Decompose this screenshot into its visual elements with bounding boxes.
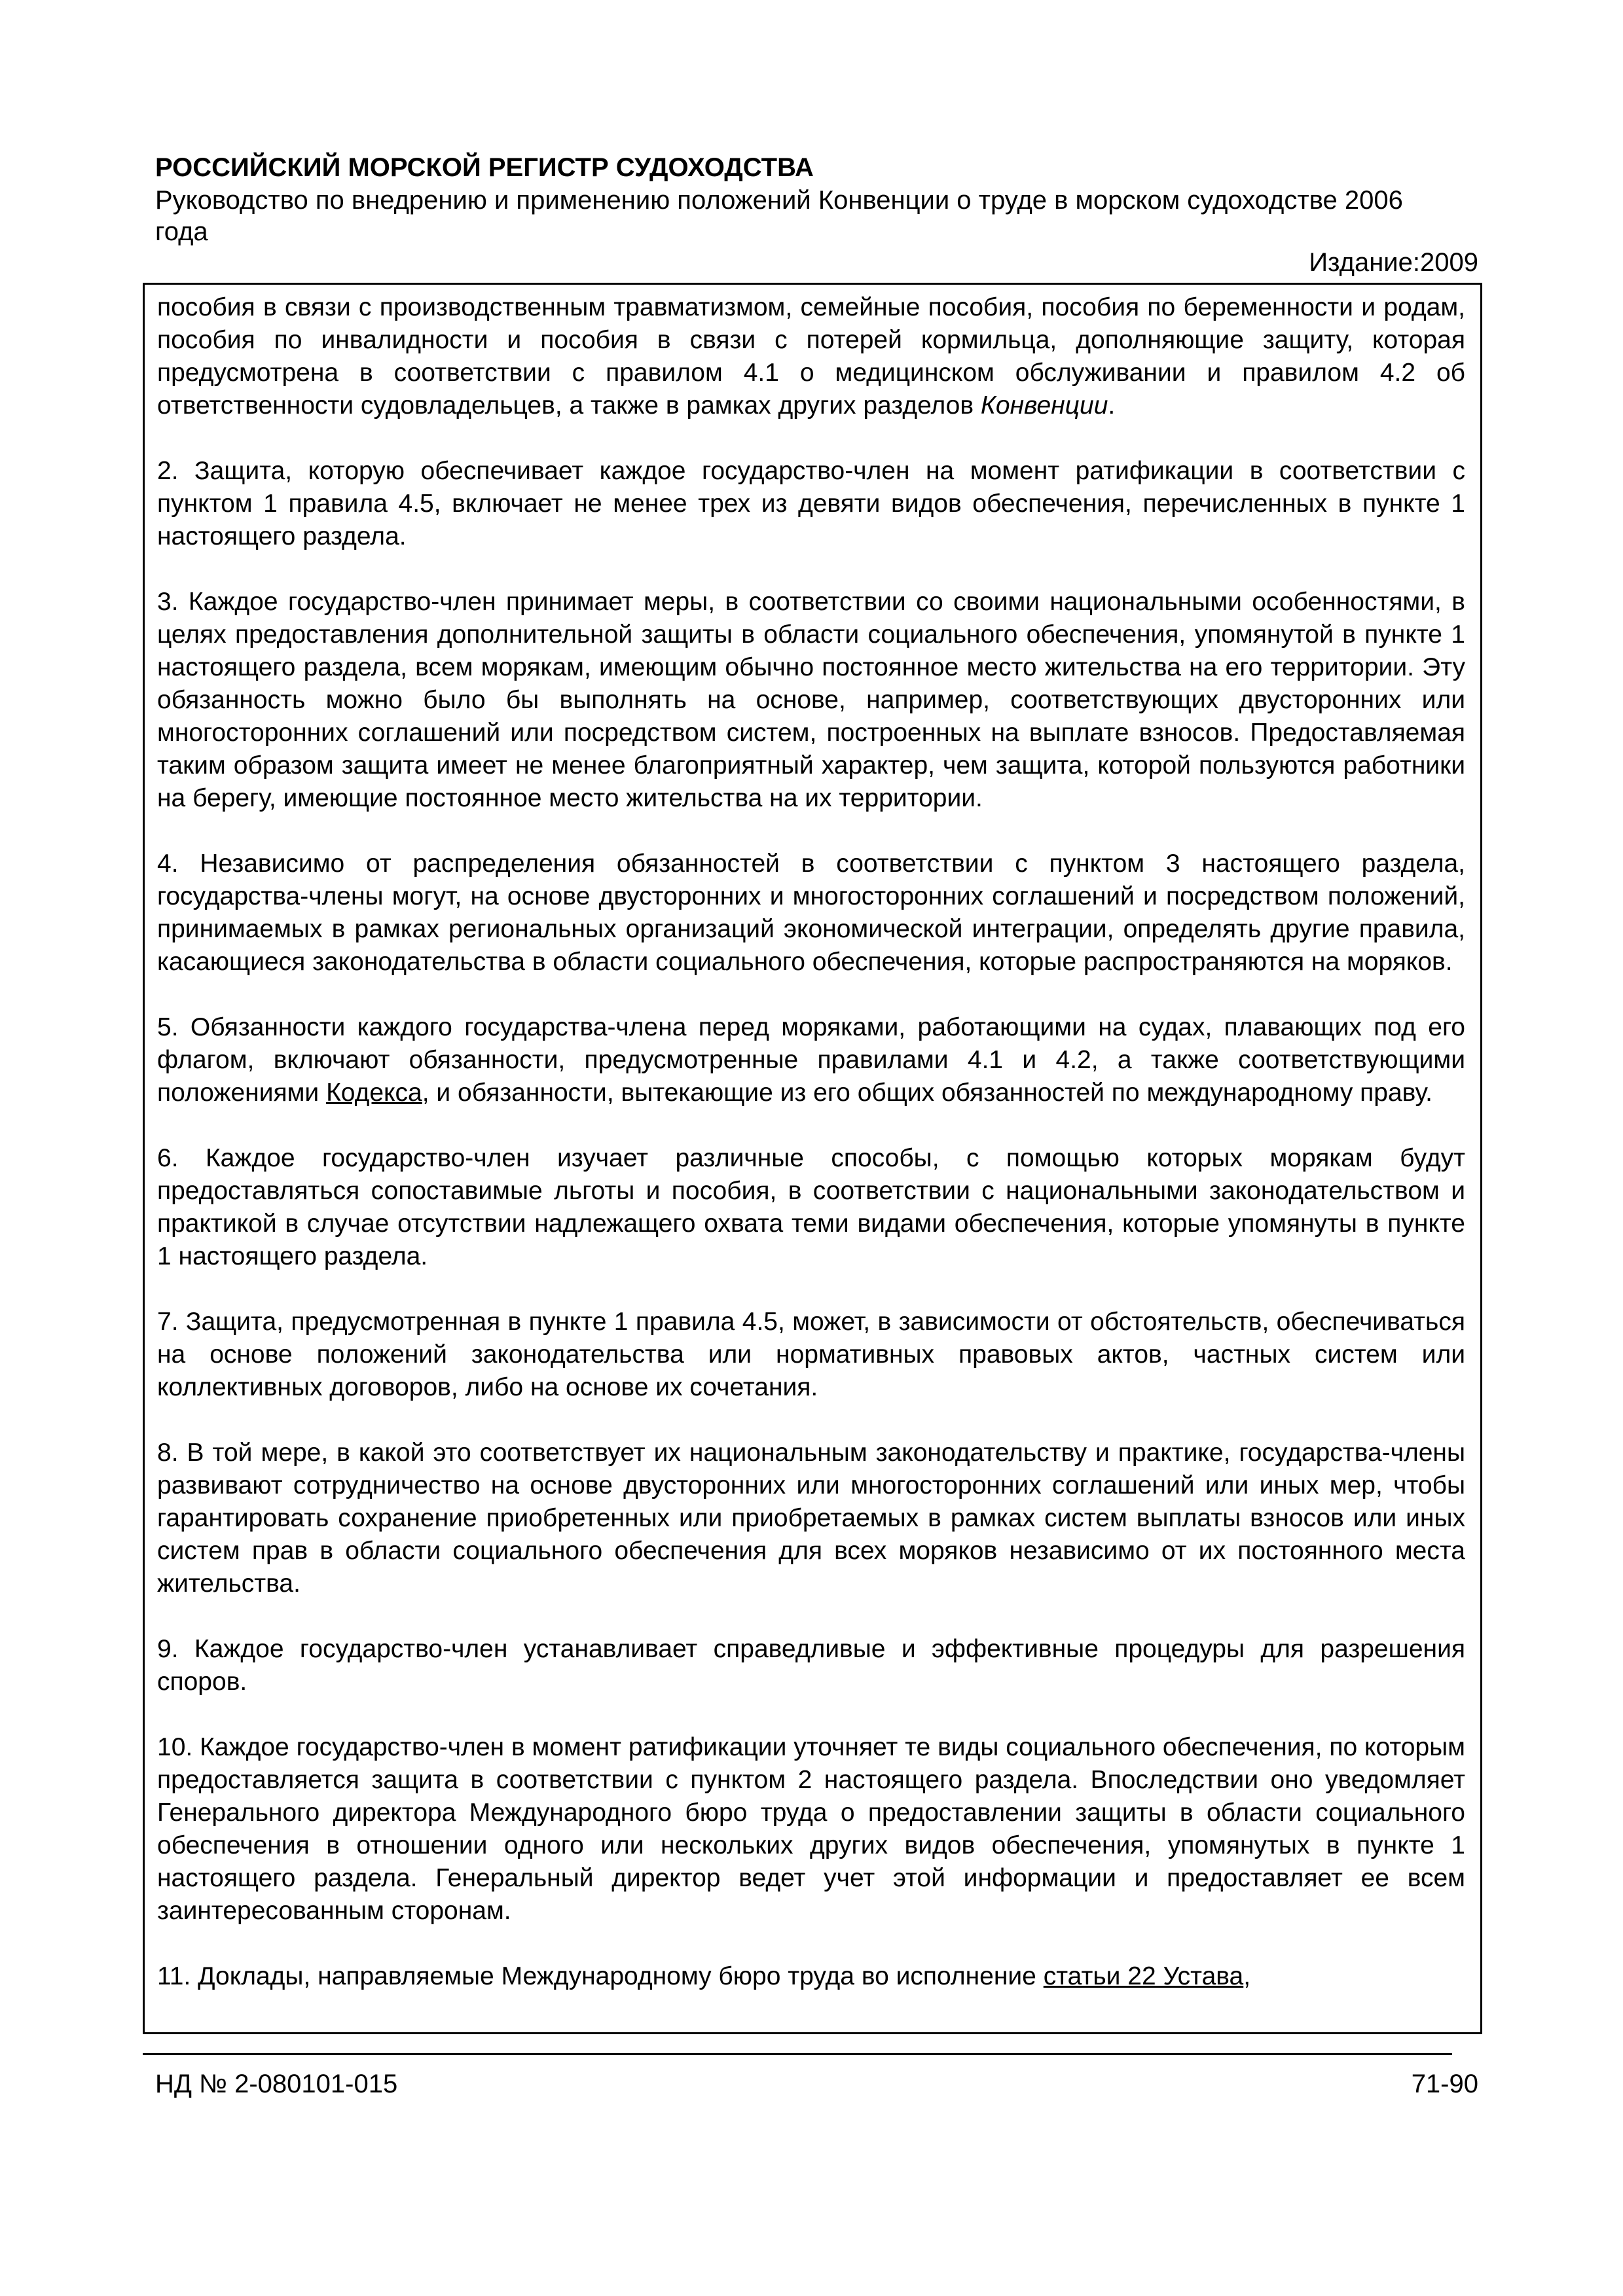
- paragraph-9: 9. Каждое государство-член устанавливает справедливые и эффективные процедуры для разрешения споров.: [157, 1635, 1465, 1696]
- paragraph-tail: ,: [1243, 1962, 1251, 1990]
- document-header-subtitle: Руководство по внедрению и применению положений Конвенции о труде в морском судоходстве 2006 года: [155, 186, 1403, 246]
- paragraph-tail: , и обязанности, вытекающие из его общих обязанностей по международному праву.: [422, 1079, 1432, 1107]
- paragraph-text: пособия в связи с производственным травматизмом, семейные пособия, пособия по беременности и родам, пособия по инвалидности и пособия в связи с потерей кормильца, дополняющие защиту, которая предусмотрена в соответствии с правилом 4.1 о медицинском обслуживании и правилом 4.2 об ответственности судовладельцев, а также в рамках других разделов: [157, 293, 1465, 420]
- paragraph-4: 4. Независимо от распределения обязанностей в соответствии с пунктом 3 настоящего раздела, государства-члены могут, на основе двусторонних и многосторонних соглашений и посредством положений, принимаемых в рамках региональных организаций экономической интеграции, определять другие правила, касающиеся законодательства в области социального обеспечения, которые распространяются на моряков.: [157, 850, 1465, 976]
- edition-label: Издание:2009: [1309, 248, 1478, 277]
- convention-term: Конвенции: [980, 391, 1108, 420]
- content-frame: [143, 283, 1482, 2034]
- paragraph-2: 2. Защита, которую обеспечивает каждое государство-член на момент ратификации в соответствии с пунктом 1 правила 4.5, включает не менее трех из девяти видов обеспечения, перечисленных в пункте 1 настоящего раздела.: [157, 457, 1465, 550]
- paragraph-tail: .: [1108, 391, 1116, 420]
- content-body: [157, 291, 1465, 1993]
- paragraph-6: 6. Каждое государство-член изучает различные способы, с помощью которых морякам будут предоставляться сопоставимые льготы и пособия, в соответствии с национальными законодательством и практикой в случае отсутствии надлежащего охвата теми видами обеспечения, которые упомянуты в пункте 1 настоящего раздела.: [157, 1144, 1465, 1270]
- paragraph-text: 5. Обязанности каждого государства-члена перед моряками, работающими на судах, плавающих под его флагом, включают обязанности, предусмотренные правилами 4.1 и 4.2, а также соответствующими положениями: [157, 1013, 1465, 1107]
- document-number: НД № 2-080101-015: [155, 2070, 398, 2098]
- paragraph-8: 8. В той мере, в какой это соответствует их национальным законодательству и практике, государства-члены развивают сотрудничество на основе двусторонних или многосторонних соглашений или иных мер, чтобы гарантировать сохранение приобретенных или приобретаемых в рамках систем выплаты взносов или иных систем прав в области социального обеспечения для всех моряков независимо от их постоянного места жительства.: [157, 1439, 1465, 1598]
- paragraph-10: 10. Каждое государство-член в момент ратификации уточняет те виды социального обеспечения, по которым предоставляется защита в соответствии с пунктом 2 настоящего раздела. Впоследствии оно уведомляет Генерального директора Международного бюро труда о предоставлении защиты в области социального обеспечения в отношении одного или нескольких других видов обеспечения, упомянутых в пункте 1 настоящего раздела. Генеральный директор ведет учет этой информации и предоставляет ее всем заинтересованным сторонам.: [157, 1733, 1465, 1925]
- paragraph-5: [157, 1011, 1465, 1109]
- paragraph-continuation: [157, 291, 1465, 422]
- page-number: 71-90: [1411, 2070, 1478, 2098]
- footer-divider: [143, 2053, 1452, 2055]
- charter-article-link[interactable]: статьи 22 Устава: [1043, 1962, 1244, 1990]
- paragraph-3: 3. Каждое государство-член принимает меры, в соответствии со своими национальными особенностями, в целях предоставления дополнительной защиты в области социального обеспечения, упомянутой в пункте 1 настоящего раздела, всем морякам, имеющим обычно постоянное место жительства на его территории. Эту обязанность можно было бы выполнять на основе, например, соответствующих двусторонних или многосторонних соглашений или посредством систем, построенных на выплате взносов. Предоставляемая таким образом защита имеет не менее благоприятный характер, чем защита, которой пользуются работники на берегу, имеющие постоянное место жительства на их территории.: [157, 588, 1465, 812]
- paragraph-11: [157, 1960, 1465, 1993]
- document-header-title: РОССИЙСКИЙ МОРСКОЙ РЕГИСТР СУДОХОДСТВА: [155, 153, 814, 182]
- paragraph-7: 7. Защита, предусмотренная в пункте 1 правила 4.5, может, в зависимости от обстоятельств, обеспечиваться на основе положений законодательства или нормативных правовых актов, частных систем или коллективных договоров, либо на основе их сочетания.: [157, 1308, 1465, 1401]
- code-link[interactable]: Кодекса: [326, 1079, 422, 1107]
- paragraph-text: 11. Доклады, направляемые Международному бюро труда во исполнение: [157, 1962, 1044, 1990]
